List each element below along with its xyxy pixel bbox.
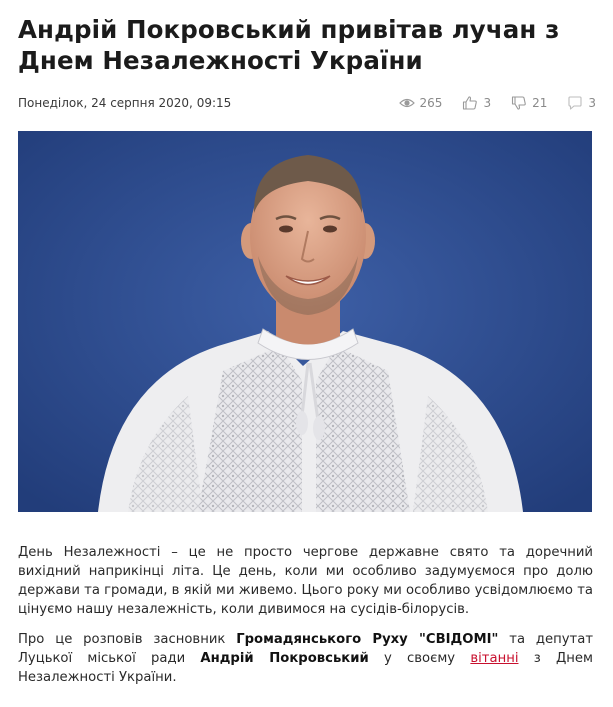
portrait-illustration bbox=[18, 131, 592, 512]
p2-text-3: у своєму bbox=[368, 651, 471, 666]
movement-name: Громадянського Руху "СВІДОМІ" bbox=[236, 632, 499, 647]
article-stats bbox=[379, 96, 596, 110]
likes-count: 3 bbox=[483, 96, 492, 110]
p2-text-2: та депутат Луцької міської ради bbox=[18, 632, 593, 666]
thumbs-up-icon[interactable] bbox=[462, 96, 478, 110]
article-title-line1: Андрій Покровський привітав лучан з bbox=[18, 15, 560, 44]
thumbs-down-icon[interactable] bbox=[511, 96, 527, 110]
article-photo bbox=[18, 131, 592, 512]
views-count: 265 bbox=[419, 96, 443, 110]
publish-date: Понеділок, 24 серпня 2020, 09:15 bbox=[18, 96, 232, 110]
views-stat bbox=[399, 96, 443, 110]
comments-stat[interactable] bbox=[567, 96, 596, 110]
article-title bbox=[18, 14, 598, 76]
p2-text-4: з Днем Незалежності України. bbox=[18, 651, 593, 685]
article-paragraph-2 bbox=[18, 630, 593, 687]
article-title-line2: Днем Незалежності України bbox=[18, 46, 423, 75]
person-name: Андрій Покровський bbox=[200, 651, 369, 666]
greeting-link[interactable]: вітанні bbox=[470, 651, 519, 666]
likes-stat[interactable] bbox=[462, 96, 491, 110]
dislikes-count: 21 bbox=[532, 96, 548, 110]
p2-text-1: Про це розповів засновник bbox=[18, 632, 237, 647]
comments-count: 3 bbox=[588, 96, 596, 110]
article-paragraph-1: День Незалежності – це не просто чергове державне свято та доречний вихідний наприкінці літа. Це день, коли ми особливо задумуємося про долю держави та громади, в якій ми живемо. Цього року ми особливо усвідомлюємо та цінуємо нашу незалежність, коли дивимося на сусідів-білорусів. bbox=[18, 545, 593, 617]
article-meta bbox=[18, 93, 596, 113]
comment-icon[interactable] bbox=[567, 96, 583, 110]
eye-icon bbox=[399, 96, 415, 110]
dislikes-stat[interactable] bbox=[511, 96, 547, 110]
